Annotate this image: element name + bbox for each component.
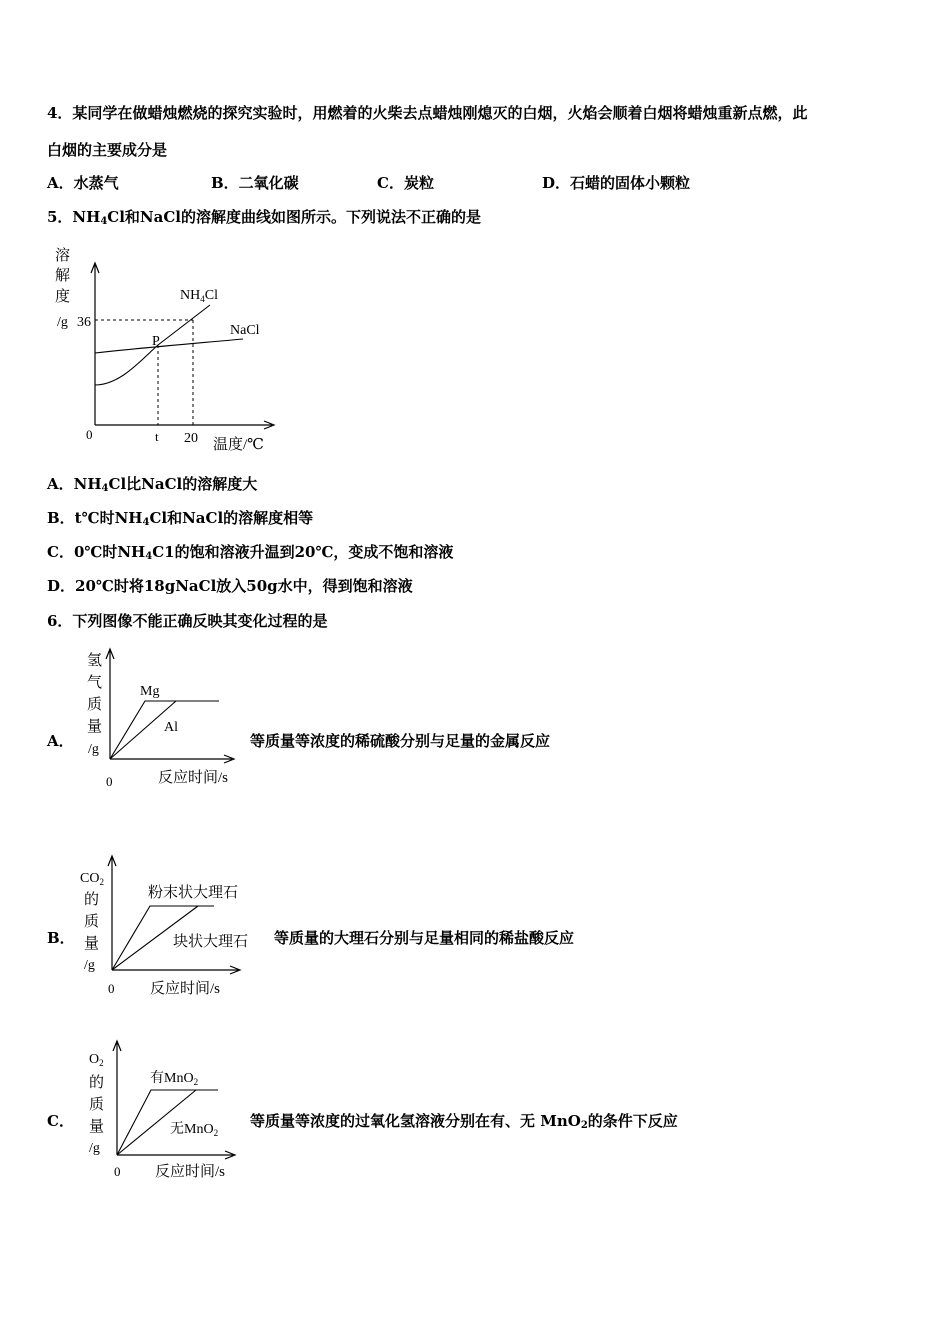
q6-a-label-al: Al [164, 720, 178, 735]
q6-b-origin: 0 [108, 981, 115, 996]
q6-a-xlabel: 反应时间/s [158, 770, 229, 786]
q5-yunit: /g [57, 315, 68, 330]
q6-b-figure [78, 850, 268, 1000]
q6-b-label-powder: 粉末状大理石 [148, 885, 239, 901]
q5-y-tick-36: 36 [77, 315, 91, 330]
q6-a-letter: A． [47, 732, 74, 750]
q6-a-figure [82, 645, 242, 795]
q5-solubility-figure [50, 243, 285, 458]
q5-x-tick-20: 20 [184, 431, 198, 446]
q4-option-b: B．二氧化碳 [211, 174, 299, 192]
q6-c-x-axis [117, 1151, 235, 1159]
q5-x-tick-t: t [155, 429, 159, 444]
q5-curve-nacl [95, 339, 243, 353]
q6-c-yunit: /g [89, 1141, 100, 1156]
q6-b-ylabel-char-3: 量 [84, 936, 100, 952]
q5-option-c: C．0℃时$NH_4C1$的饱和溶液升温到20℃，变成不饱和溶液 [47, 543, 454, 562]
q6-c-y-axis [113, 1041, 121, 1155]
q6-c-letter: C． [47, 1112, 74, 1130]
q4-option-a: A．水蒸气 [47, 174, 119, 192]
q5-option-d: D．20℃时将18gNaCl放入50g水中，得到饱和溶液 [47, 577, 413, 595]
q6-c-figure [85, 1035, 245, 1185]
q5-ylabel-char-1: 溶 [55, 248, 71, 264]
q4-stem-line2: 白烟的主要成分是 [47, 141, 168, 159]
q6-b-x-axis [112, 966, 240, 974]
q4-option-c: C．炭粒 [377, 174, 434, 192]
q6-b-description: 等质量的大理石分别与足量相同的稀盐酸反应 [274, 929, 575, 947]
q5-point-p: P [152, 334, 160, 349]
q6-b-ylabel-char-2: 质 [84, 914, 100, 930]
q6-b-ylabel-char-1: 的 [84, 892, 100, 908]
q5-y-axis [91, 263, 99, 425]
q6-c-label-without-mno2: 无MnO$_2$ [170, 1122, 219, 1138]
q4-stem-line1: 4．某同学在做蜡烛燃烧的探究实验时，用燃着的火柴去点蜡烛刚熄灭的白烟，火焰会顺着白烟将蜡烛重新点燃，此 [47, 104, 808, 122]
q5-option-b: B．t℃时$NH_4Cl$和NaCl的溶解度相等 [47, 509, 314, 528]
q6-b-xlabel: 反应时间/s [150, 981, 221, 997]
q6-b-label-block: 块状大理石 [173, 934, 249, 950]
q6-c-ylabel-char-2: 质 [89, 1097, 105, 1113]
q5-xlabel: 温度/℃ [213, 437, 264, 453]
q5-origin: 0 [86, 427, 93, 442]
q6-a-label-mg: Mg [140, 684, 160, 699]
q6-a-origin: 0 [106, 774, 113, 789]
q5-ylabel-char-3: 度 [55, 289, 71, 305]
q6-c-xlabel: 反应时间/s [155, 1164, 226, 1180]
q6-c-origin: 0 [114, 1164, 121, 1179]
q6-b-letter: B． [47, 929, 75, 947]
q6-b-y-axis [108, 856, 116, 970]
q5-label-nacl: NaCl [230, 323, 260, 338]
q5-ylabel-char-2: 解 [55, 268, 71, 284]
q6-stem: 6．下列图像不能正确反映其变化过程的是 [47, 612, 328, 630]
q6-c-ylabel-char-1: 的 [89, 1075, 105, 1091]
q6-a-ylabel-char-4: 量 [87, 719, 103, 735]
q6-a-y-axis [106, 649, 114, 759]
q6-a-ylabel-char-3: 质 [87, 697, 103, 713]
q6-c-ylabel-char-3: 量 [89, 1119, 105, 1135]
q5-label-nh4cl: $NH_4Cl$ [180, 288, 218, 304]
q6-b-ylabel-top: $CO_2$ [80, 871, 104, 887]
q6-a-description: 等质量等浓度的稀硫酸分别与足量的金属反应 [250, 732, 551, 750]
q6-a-ylabel-char-1: 氢 [87, 653, 103, 669]
q5-x-axis [95, 421, 274, 429]
q6-b-yunit: /g [84, 958, 95, 973]
q4-option-d: D．石蜡的固体小颗粒 [542, 174, 691, 192]
q6-c-ylabel-top: $O_2$ [89, 1052, 104, 1068]
q6-c-description: 等质量等浓度的过氧化氢溶液分别在有、无 MnO$_2$的条件下反应 [250, 1112, 678, 1131]
q6-c-label-with-mno2: 有MnO$_2$ [150, 1071, 199, 1087]
q6-a-yunit: /g [88, 742, 99, 757]
q5-option-a: A．$NH_4Cl$比NaCl的溶解度大 [47, 475, 258, 494]
q6-a-x-axis [110, 755, 234, 763]
q5-stem: 5．$NH_4Cl$和NaCl的溶解度曲线如图所示。下列说法不正确的是 [47, 208, 482, 227]
q6-a-ylabel-char-2: 气 [87, 675, 103, 691]
